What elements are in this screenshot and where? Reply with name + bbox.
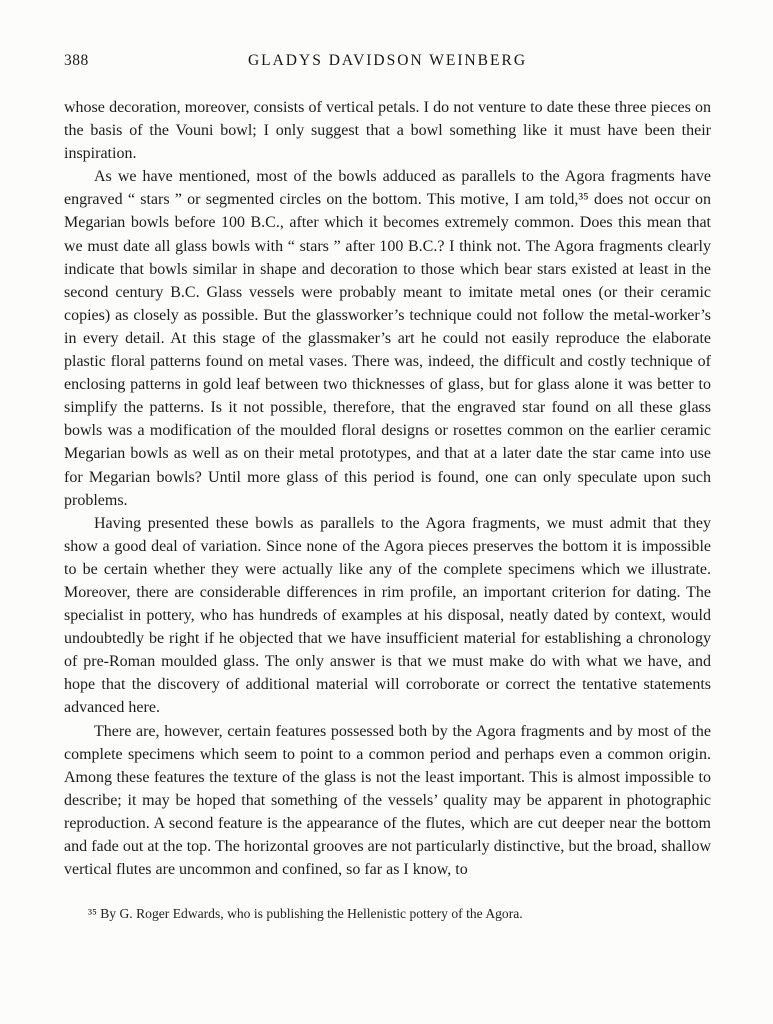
paragraph: Having presented these bowls as parallels to the Agora fragments, we must admit that they show a good deal of variation. Since none of the Agora pieces preserves the bottom it is impossible to be certain whether they were actually like any of the complete specimens which we illustrate. Moreover, there are considerable differences in rim profile, an important criterion for dating. The specialist in pottery, who has hundreds of examples at his disposal, neatly dated by context, would undoubtedly be right if he objected that we have insufficient material for establishing a chronology of pre-Roman moulded glass. The only answer is that we must make do with what we have, and hope that the discovery of additional material will corroborate or correct the tentative statements advanced here. xyxy=(64,514,711,717)
article-body xyxy=(64,96,711,881)
paragraph: whose decoration, moreover, consists of vertical petals. I do not venture to date these three pieces on the basis of the Vouni bowl; I only suggest that a bowl something like it must have been their inspiration. xyxy=(64,99,711,163)
paragraph: There are, however, certain features possessed both by the Agora fragments and by most of the complete specimens which seem to point to a common period and perhaps even a common origin. Among these features the texture of the glass is not the least important. This is almost impossible to describe; it may be hoped that something of the vessels’ quality may be apparent in photographic reproduction. A second feature is the appearance of the flutes, which are cut deeper near the bottom and fade out at the top. The horizontal grooves are not particularly distinctive, but the broad, shallow vertical flutes are uncommon and confined, so far as I know, to xyxy=(64,722,711,879)
running-title: GLADYS DAVIDSON WEINBERG xyxy=(247,52,528,69)
page-number: 388 xyxy=(64,52,89,69)
paragraph: As we have mentioned, most of the bowls adduced as parallels to the Agora fragments have engraved “ stars ” or segmented circles on the bottom. This motive, I am told,³⁵ does not occur on Megarian bowls before 100 B.C., after which it becomes extremely common. Does this mean that we must date all glass bowls with “ stars ” after 100 B.C.? I think not. The Agora fragments clearly indicate that bowls similar in shape and decoration to those which bear stars existed at least in the second century B.C. Glass vessels were probably meant to imitate metal ones (or their ceramic copies) as closely as possible. But the glassworker’s technique could not follow the metal-worker’s in every detail. At this stage of the glassmaker’s art he could not easily reproduce the elaborate plastic floral patterns found on metal vases. There was, indeed, the difficult and costly technique of enclosing patterns in gold leaf between two thicknesses of glass, but for glass alone it was better to simplify the patterns. Is it not possible, therefore, that the engraved star found on all these glass bowls was a modification of the moulded floral designs or rosettes common on the earlier ceramic Megarian bowls as well as on their metal prototypes, and that at a later date the star came into use for Megarian bowls? Until more glass of this period is found, one can only speculate upon such problems. xyxy=(64,168,711,509)
page-header xyxy=(64,50,711,72)
footnote: ³⁵ By G. Roger Edwards, who is publishing the Hellenistic pottery of the Agora. xyxy=(88,906,523,922)
